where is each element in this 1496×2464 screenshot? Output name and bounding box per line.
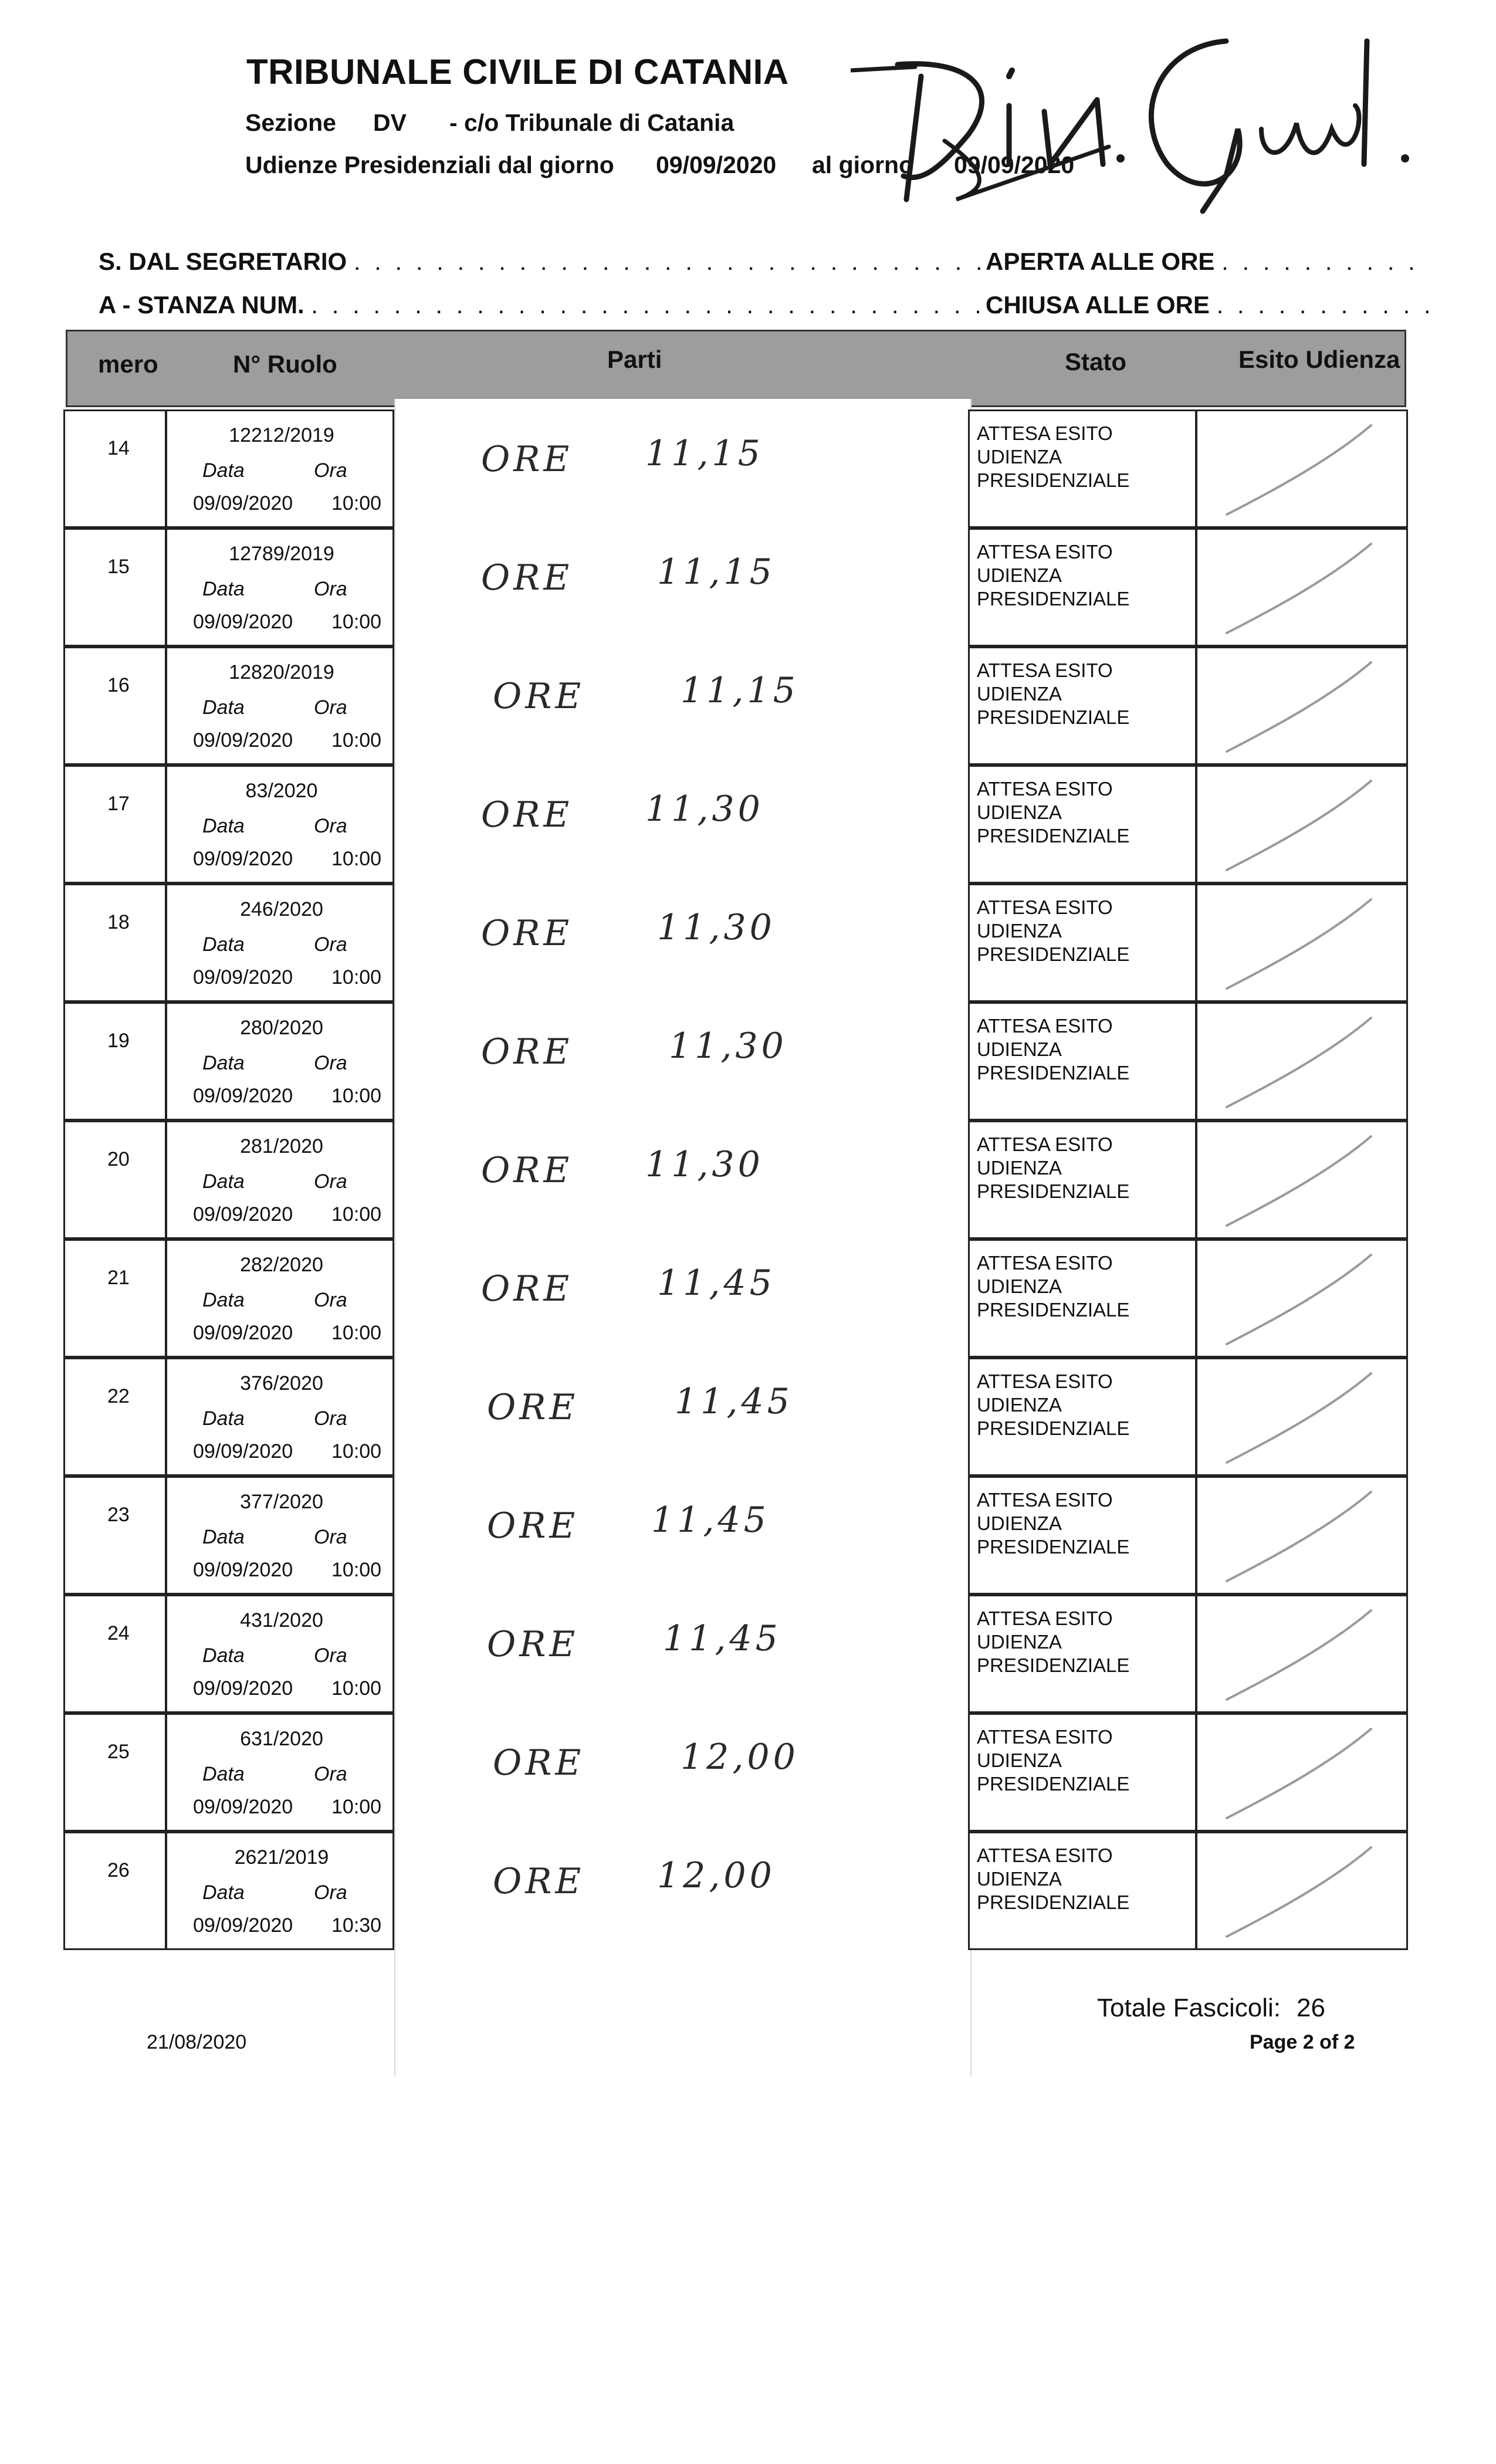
strike-mark xyxy=(1197,1478,1406,1593)
handwritten-ore: ORE xyxy=(481,1031,573,1072)
handwritten-time: 11,30 xyxy=(657,907,776,948)
aperta-field xyxy=(986,248,1419,276)
handwritten-time: 11,45 xyxy=(675,1381,793,1422)
cell-esito xyxy=(1196,528,1408,647)
handwritten-ore: ORE xyxy=(487,1624,579,1665)
handwritten-ore: ORE xyxy=(481,557,573,598)
strike-mark xyxy=(1197,1596,1406,1711)
sezione-label: Sezione xyxy=(245,109,336,136)
ora-label: Ora xyxy=(314,933,347,956)
ora-label: Ora xyxy=(314,1526,347,1548)
cell-numero xyxy=(63,884,167,1002)
stato-text: ATTESA ESITO UDIENZA PRESIDENZIALE xyxy=(977,1015,1130,1084)
handwritten-ore: ORE xyxy=(493,1861,585,1902)
cell-stato xyxy=(968,1239,1197,1358)
cell-numero xyxy=(63,1476,167,1595)
strike-mark xyxy=(1197,767,1406,882)
row-number: 19 xyxy=(107,1030,130,1052)
cell-ruolo xyxy=(165,647,394,765)
handwritten-ore: ORE xyxy=(481,794,573,835)
cell-stato xyxy=(968,1832,1197,1950)
strike-mark xyxy=(1197,885,1406,1000)
cell-esito xyxy=(1196,884,1408,1002)
handwritten-time: 11,45 xyxy=(651,1500,770,1541)
al-giorno-label: al giorno xyxy=(812,151,914,178)
aperta-dots: . . . . . . . . . . xyxy=(1221,248,1419,275)
document-title: TRIBUNALE CIVILE DI CATANIA xyxy=(246,52,789,92)
handwritten-time: 12,00 xyxy=(681,1737,799,1778)
row-number: 20 xyxy=(107,1148,130,1170)
cell-numero xyxy=(63,1121,167,1239)
data-label: Data xyxy=(202,1052,245,1074)
strike-mark xyxy=(1197,411,1406,526)
strike-mark xyxy=(1197,1359,1406,1474)
handwritten-ore: ORE xyxy=(487,1505,579,1546)
cell-numero xyxy=(63,1713,167,1832)
handwritten-time: 11,45 xyxy=(657,1263,776,1304)
cell-stato xyxy=(968,1595,1197,1713)
ruolo-number: 12789/2019 xyxy=(229,543,334,565)
cell-ruolo xyxy=(165,528,394,647)
ruolo-number: 280/2020 xyxy=(240,1017,323,1039)
cell-ruolo xyxy=(165,1002,394,1121)
handwritten-ore: ORE xyxy=(481,913,573,954)
cell-esito xyxy=(1196,1476,1408,1595)
header-numero: mero xyxy=(98,350,158,378)
cell-stato xyxy=(968,528,1197,647)
hearing-time: 10:00 xyxy=(331,1085,382,1107)
hearing-time: 10:30 xyxy=(331,1914,382,1937)
date-to: 09/09/2020 xyxy=(954,151,1075,178)
cell-numero xyxy=(63,1595,167,1713)
handwritten-ore: ORE xyxy=(493,676,585,717)
stato-text: ATTESA ESITO UDIENZA PRESIDENZIALE xyxy=(977,1607,1130,1676)
cell-stato xyxy=(968,884,1197,1002)
row-number: 15 xyxy=(107,556,130,578)
handwritten-time: 12,00 xyxy=(657,1855,776,1896)
ruolo-number: 12820/2019 xyxy=(229,661,334,683)
cell-numero xyxy=(63,1832,167,1950)
strike-mark xyxy=(1197,648,1406,763)
handwritten-ore: ORE xyxy=(487,1387,579,1428)
sezione-value: DV xyxy=(373,109,407,136)
cell-numero xyxy=(63,409,167,528)
segretario-dots: . . . . . . . . . . . . . . . . . . . . . . . . . . . . . . . . xyxy=(353,248,1007,275)
ora-label: Ora xyxy=(314,459,347,482)
strike-mark xyxy=(1197,1122,1406,1237)
cell-esito xyxy=(1196,409,1408,528)
data-label: Data xyxy=(202,578,245,600)
totale-fascicoli-value: 26 xyxy=(1297,1993,1325,2022)
handwritten-time: 11,45 xyxy=(663,1618,781,1659)
handwritten-time: 11,15 xyxy=(681,670,799,711)
cell-ruolo xyxy=(165,1121,394,1239)
cell-esito xyxy=(1196,1832,1408,1950)
cell-stato xyxy=(968,1476,1197,1595)
cell-esito xyxy=(1196,1358,1408,1476)
hearing-time: 10:00 xyxy=(331,848,382,870)
hearing-date: 09/09/2020 xyxy=(193,1796,293,1818)
handwritten-time: 11,15 xyxy=(657,551,776,593)
chiusa-dots: . . . . . . . . . . . xyxy=(1216,291,1434,319)
hearing-date: 09/09/2020 xyxy=(193,492,293,515)
ora-label: Ora xyxy=(314,696,347,719)
ruolo-number: 377/2020 xyxy=(240,1491,323,1513)
ruolo-number: 376/2020 xyxy=(240,1372,323,1395)
ruolo-number: 2621/2019 xyxy=(234,1846,329,1869)
cell-esito xyxy=(1196,1595,1408,1713)
stato-text: ATTESA ESITO UDIENZA PRESIDENZIALE xyxy=(977,541,1130,610)
ruolo-number: 631/2020 xyxy=(240,1728,323,1750)
cell-ruolo xyxy=(165,765,394,884)
ruolo-number: 282/2020 xyxy=(240,1254,323,1276)
ruolo-number: 281/2020 xyxy=(240,1135,323,1157)
row-number: 22 xyxy=(107,1385,130,1407)
hearing-date: 09/09/2020 xyxy=(193,1677,293,1700)
hearing-date: 09/09/2020 xyxy=(193,1322,293,1344)
hearing-time: 10:00 xyxy=(331,966,382,989)
cell-stato xyxy=(968,765,1197,884)
data-label: Data xyxy=(202,1170,245,1193)
ruolo-number: 12212/2019 xyxy=(229,424,334,446)
hearing-time: 10:00 xyxy=(331,1796,382,1818)
page-number: Page 2 of 2 xyxy=(1250,2031,1355,2053)
cell-numero xyxy=(63,765,167,884)
hearing-date: 09/09/2020 xyxy=(193,729,293,752)
cell-ruolo xyxy=(165,1832,394,1950)
data-label: Data xyxy=(202,933,245,956)
row-number: 26 xyxy=(107,1859,130,1881)
hearing-date: 09/09/2020 xyxy=(193,611,293,633)
data-label: Data xyxy=(202,696,245,719)
hearing-date: 09/09/2020 xyxy=(193,1914,293,1937)
ora-label: Ora xyxy=(314,1052,347,1074)
header-ruolo: N° Ruolo xyxy=(233,350,337,378)
row-number: 25 xyxy=(107,1741,130,1763)
hearing-time: 10:00 xyxy=(331,1440,382,1463)
chiusa-label: CHIUSA ALLE ORE xyxy=(986,291,1210,319)
hearing-time: 10:00 xyxy=(331,1203,382,1226)
hearing-time: 10:00 xyxy=(331,611,382,633)
cell-esito xyxy=(1196,1713,1408,1832)
cell-numero xyxy=(63,1002,167,1121)
data-label: Data xyxy=(202,459,245,482)
stato-text: ATTESA ESITO UDIENZA PRESIDENZIALE xyxy=(977,1844,1130,1913)
hearing-date: 09/09/2020 xyxy=(193,1440,293,1463)
hearing-time: 10:00 xyxy=(331,1677,382,1700)
cell-ruolo xyxy=(165,1239,394,1358)
data-label: Data xyxy=(202,1881,245,1904)
totale-fascicoli-label: Totale Fascicoli: xyxy=(1097,1993,1281,2022)
strike-mark xyxy=(1197,1241,1406,1356)
aperta-label: APERTA ALLE ORE xyxy=(986,248,1215,275)
cell-ruolo xyxy=(165,884,394,1002)
handwritten-time: 11,30 xyxy=(645,788,764,830)
header-esito: Esito Udienza xyxy=(1238,346,1400,373)
header-stato: Stato xyxy=(1065,348,1126,375)
ora-label: Ora xyxy=(314,1407,347,1430)
ruolo-number: 246/2020 xyxy=(240,898,323,920)
handwritten-signature xyxy=(851,23,1414,223)
cell-ruolo xyxy=(165,1476,394,1595)
data-label: Data xyxy=(202,1407,245,1430)
hearing-date: 09/09/2020 xyxy=(193,1203,293,1226)
cell-stato xyxy=(968,409,1197,528)
cell-stato xyxy=(968,1002,1197,1121)
ora-label: Ora xyxy=(314,1644,347,1667)
cell-esito xyxy=(1196,765,1408,884)
row-number: 14 xyxy=(107,437,130,459)
data-label: Data xyxy=(202,1526,245,1548)
table-header xyxy=(66,330,1406,407)
cell-ruolo xyxy=(165,1358,394,1476)
row-number: 16 xyxy=(107,674,130,696)
date-from: 09/09/2020 xyxy=(656,151,777,178)
segretario-field xyxy=(99,248,1007,276)
hearing-time: 10:00 xyxy=(331,492,382,515)
ora-label: Ora xyxy=(314,578,347,600)
handwritten-time: 11,30 xyxy=(645,1144,764,1185)
stato-text: ATTESA ESITO UDIENZA PRESIDENZIALE xyxy=(977,1370,1130,1439)
strike-mark xyxy=(1197,530,1406,645)
cell-stato xyxy=(968,1713,1197,1832)
ruolo-number: 83/2020 xyxy=(245,780,318,802)
sezione-location: - c/o Tribunale di Catania xyxy=(449,109,735,136)
stato-text: ATTESA ESITO UDIENZA PRESIDENZIALE xyxy=(977,1489,1130,1558)
cell-esito xyxy=(1196,1002,1408,1121)
data-label: Data xyxy=(202,1763,245,1785)
handwritten-time: 11,30 xyxy=(669,1025,787,1067)
handwritten-ore: ORE xyxy=(481,1150,573,1191)
cell-stato xyxy=(968,1121,1197,1239)
hearing-date: 09/09/2020 xyxy=(193,848,293,870)
cell-stato xyxy=(968,1358,1197,1476)
udienze-label: Udienze Presidenziali dal giorno xyxy=(245,151,614,178)
data-label: Data xyxy=(202,1644,245,1667)
hearing-date: 09/09/2020 xyxy=(193,1559,293,1581)
stato-text: ATTESA ESITO UDIENZA PRESIDENZIALE xyxy=(977,1252,1130,1321)
ora-label: Ora xyxy=(314,1289,347,1311)
row-number: 23 xyxy=(107,1504,130,1526)
row-number: 18 xyxy=(107,911,130,933)
cell-numero xyxy=(63,528,167,647)
handwritten-ore: ORE xyxy=(481,439,573,480)
header-parti: Parti xyxy=(607,346,662,373)
row-number: 17 xyxy=(107,793,130,815)
hearing-time: 10:00 xyxy=(331,1559,382,1581)
hearing-date: 09/09/2020 xyxy=(193,1085,293,1107)
cell-ruolo xyxy=(165,1595,394,1713)
strike-mark xyxy=(1197,1833,1406,1948)
stanza-field xyxy=(99,291,1006,319)
stanza-dots: . . . . . . . . . . . . . . . . . . . . . . . . . . . . . . . . . . xyxy=(311,291,1006,319)
stato-text: ATTESA ESITO UDIENZA PRESIDENZIALE xyxy=(977,1726,1130,1795)
segretario-label: S. DAL SEGRETARIO xyxy=(99,248,347,275)
chiusa-field xyxy=(986,291,1434,319)
row-number: 24 xyxy=(107,1622,130,1644)
ora-label: Ora xyxy=(314,1881,347,1904)
cell-ruolo xyxy=(165,409,394,528)
handwritten-time: 11,15 xyxy=(645,433,764,474)
cell-esito xyxy=(1196,1239,1408,1358)
cell-ruolo xyxy=(165,1713,394,1832)
hearing-date: 09/09/2020 xyxy=(193,966,293,989)
cell-numero xyxy=(63,647,167,765)
hearing-time: 10:00 xyxy=(331,1322,382,1344)
strike-mark xyxy=(1197,1004,1406,1119)
stato-text: ATTESA ESITO UDIENZA PRESIDENZIALE xyxy=(977,422,1130,491)
ora-label: Ora xyxy=(314,1763,347,1785)
stato-text: ATTESA ESITO UDIENZA PRESIDENZIALE xyxy=(977,896,1130,965)
data-label: Data xyxy=(202,1289,245,1311)
stato-text: ATTESA ESITO UDIENZA PRESIDENZIALE xyxy=(977,1133,1130,1202)
stato-text: ATTESA ESITO UDIENZA PRESIDENZIALE xyxy=(977,778,1130,847)
cell-numero xyxy=(63,1239,167,1358)
ora-label: Ora xyxy=(314,815,347,837)
cell-numero xyxy=(63,1358,167,1476)
strike-mark xyxy=(1197,1715,1406,1830)
print-date: 21/08/2020 xyxy=(147,2031,247,2053)
stato-text: ATTESA ESITO UDIENZA PRESIDENZIALE xyxy=(977,659,1130,728)
row-number: 21 xyxy=(107,1267,130,1289)
cell-esito xyxy=(1196,1121,1408,1239)
hearing-time: 10:00 xyxy=(331,729,382,752)
handwritten-ore: ORE xyxy=(493,1742,585,1783)
handwritten-ore: ORE xyxy=(481,1268,573,1309)
data-label: Data xyxy=(202,815,245,837)
ruolo-number: 431/2020 xyxy=(240,1609,323,1632)
ora-label: Ora xyxy=(314,1170,347,1193)
cell-esito xyxy=(1196,647,1408,765)
stanza-label: A - STANZA NUM. xyxy=(99,291,304,319)
cell-stato xyxy=(968,647,1197,765)
